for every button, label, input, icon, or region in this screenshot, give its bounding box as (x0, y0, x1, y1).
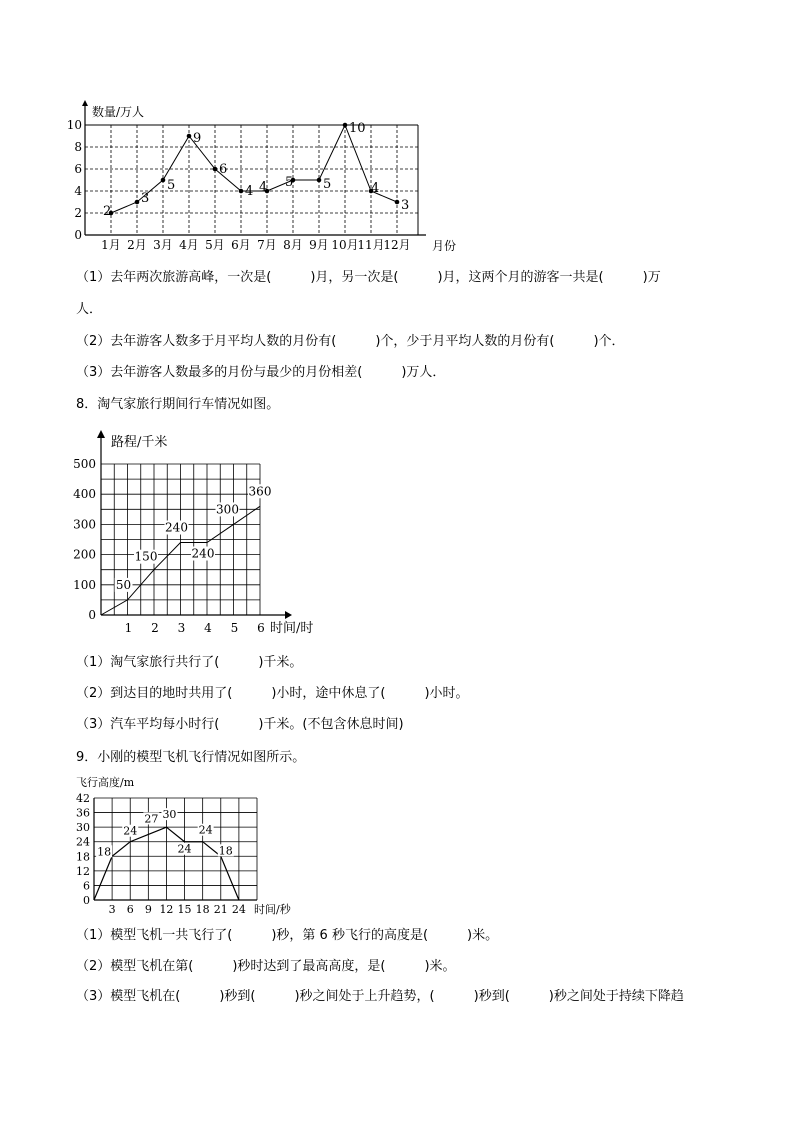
x-tick-label: 4月 (179, 238, 199, 252)
data-label: 360 (248, 484, 272, 499)
data-label: 5 (323, 177, 332, 192)
data-label: 240 (191, 546, 215, 561)
data-point (213, 167, 218, 172)
data-label: 24 (177, 842, 192, 856)
y-tick-label: 8 (74, 140, 82, 154)
data-point (187, 134, 192, 139)
x-tick-label: 21 (213, 903, 228, 916)
y-tick-label: 0 (88, 608, 96, 622)
y-tick-label: 500 (73, 457, 96, 471)
x-tick-label: 9月 (309, 238, 329, 252)
data-label: 5 (285, 175, 294, 190)
flight-height-line-chart (0, 770, 794, 920)
y-tick-label: 18 (76, 850, 90, 864)
y-tick-label: 6 (83, 879, 90, 893)
y-axis-title: 数量/万人 (92, 105, 145, 119)
data-point (161, 178, 166, 183)
data-label: 24 (123, 824, 138, 838)
data-point (239, 189, 244, 194)
data-label: 4 (371, 181, 380, 196)
distance-line-chart (0, 425, 794, 640)
y-tick-label: 36 (76, 806, 90, 820)
y-tick-label: 12 (76, 864, 90, 878)
data-point (135, 200, 140, 205)
y-axis-arrow (97, 430, 105, 438)
x-tick-label: 12月 (383, 238, 411, 252)
x-tick-label: 6月 (231, 238, 251, 252)
data-label: 18 (218, 844, 233, 858)
series-line (111, 125, 397, 213)
x-tick-label: 2月 (127, 238, 147, 252)
y-tick-label: 300 (73, 517, 96, 532)
y-tick-label: 2 (74, 206, 82, 220)
data-label: 2 (103, 204, 112, 219)
x-tick-label: 12 (159, 903, 174, 916)
data-label: 240 (165, 520, 188, 535)
y-tick-label: 6 (74, 162, 82, 176)
x-tick-label: 2 (151, 621, 159, 635)
y-tick-label: 100 (73, 577, 96, 592)
data-label: 18 (97, 845, 112, 859)
data-point (317, 178, 322, 183)
y-tick-label: 200 (73, 547, 96, 562)
q8-part1: （1）淘气家旅行共行了( )千米。 (76, 655, 303, 670)
q7-part2: （2）去年游客人数多于月平均人数的月份有( )个，少于月平均人数的月份有( )个． (76, 334, 625, 349)
data-label: 3 (401, 198, 410, 213)
x-tick-label: 3 (108, 903, 116, 916)
x-tick-label: 5月 (205, 238, 225, 252)
data-label: 10 (349, 121, 366, 136)
x-tick-label: 7月 (257, 238, 277, 252)
x-tick-label: 1月 (101, 238, 121, 252)
q7-part1: （1）去年两次旅游高峰，一次是( )月，另一次是( )月，这两个月的游客一共是( )万 (76, 270, 661, 285)
data-point (343, 123, 348, 128)
y-tick-label: 24 (76, 835, 90, 849)
x-tick-label: 10月 (331, 238, 359, 252)
q8-part3: （3）汽车平均每小时行( )千米。(不包含休息时间) (76, 717, 404, 732)
data-label: 4 (259, 180, 268, 195)
q9-part1: （1）模型飞机一共飞行了( )秒，第 6 秒飞行的高度是( )米。 (76, 928, 499, 943)
y-axis-title: 路程/千米 (111, 435, 168, 450)
x-tick-label: 6 (257, 621, 265, 635)
y-tick-label: 4 (74, 184, 82, 198)
q8-part2: （2）到达目的地时共用了( )小时，途中休息了( )小时。 (76, 686, 469, 701)
x-tick-label: 18 (195, 903, 210, 916)
x-tick-label: 3 (177, 621, 186, 635)
x-tick-label: 9 (144, 903, 152, 916)
y-tick-label: 10 (66, 118, 82, 132)
data-label: 3 (141, 191, 150, 206)
x-tick-label: 3月 (153, 238, 173, 252)
q9-part3: （3）模型飞机在( )秒到( )秒之间处于上升趋势，( )秒到( )秒之间处于持续下降趋 (76, 989, 684, 1004)
y-tick-label: 400 (73, 487, 96, 502)
y-axis-arrow (82, 100, 88, 106)
x-axis-title: 月份 (432, 239, 457, 253)
data-label: 30 (162, 808, 177, 822)
x-tick-label: 1 (124, 621, 133, 635)
data-label: 24 (198, 823, 213, 837)
data-label: 150 (134, 549, 158, 564)
tourist-line-chart (0, 95, 794, 260)
y-axis-title: 飞行高度/m (76, 776, 135, 789)
y-tick-label: 0 (74, 228, 82, 242)
x-tick-label: 15 (177, 903, 192, 916)
q7-part3: （3）去年游客人数最多的月份与最少的月份相差( )万人． (76, 365, 446, 380)
data-label: 27 (144, 812, 159, 826)
data-label: 6 (219, 162, 228, 177)
y-tick-label: 0 (83, 894, 90, 907)
x-tick-label: 5 (230, 621, 239, 635)
x-tick-label: 8月 (283, 238, 303, 252)
q9-title: 9．小刚的模型飞机飞行情况如图所示。 (76, 750, 306, 765)
q8-title: 8．淘气家旅行期间行车情况如图。 (76, 397, 280, 412)
q7-part1-cont: 人． (76, 302, 103, 317)
x-axis-title: 时间/时 (270, 621, 314, 636)
data-label: 5 (167, 178, 176, 193)
data-label: 4 (245, 184, 254, 199)
data-point (395, 200, 400, 205)
x-tick-label: 24 (231, 903, 246, 916)
data-label: 9 (193, 131, 202, 146)
x-tick-label: 4 (204, 621, 212, 635)
x-tick-label: 11月 (357, 238, 385, 252)
q9-part2: （2）模型飞机在第( )秒时达到了最高高度，是( )米。 (76, 959, 456, 974)
x-axis-arrow (285, 611, 292, 619)
y-tick-label: 42 (76, 792, 90, 805)
data-label: 300 (216, 502, 239, 517)
y-tick-label: 30 (76, 821, 90, 835)
x-axis-title: 时间/秒 (254, 903, 291, 916)
data-label: 50 (115, 577, 132, 592)
x-tick-label: 6 (126, 903, 134, 916)
